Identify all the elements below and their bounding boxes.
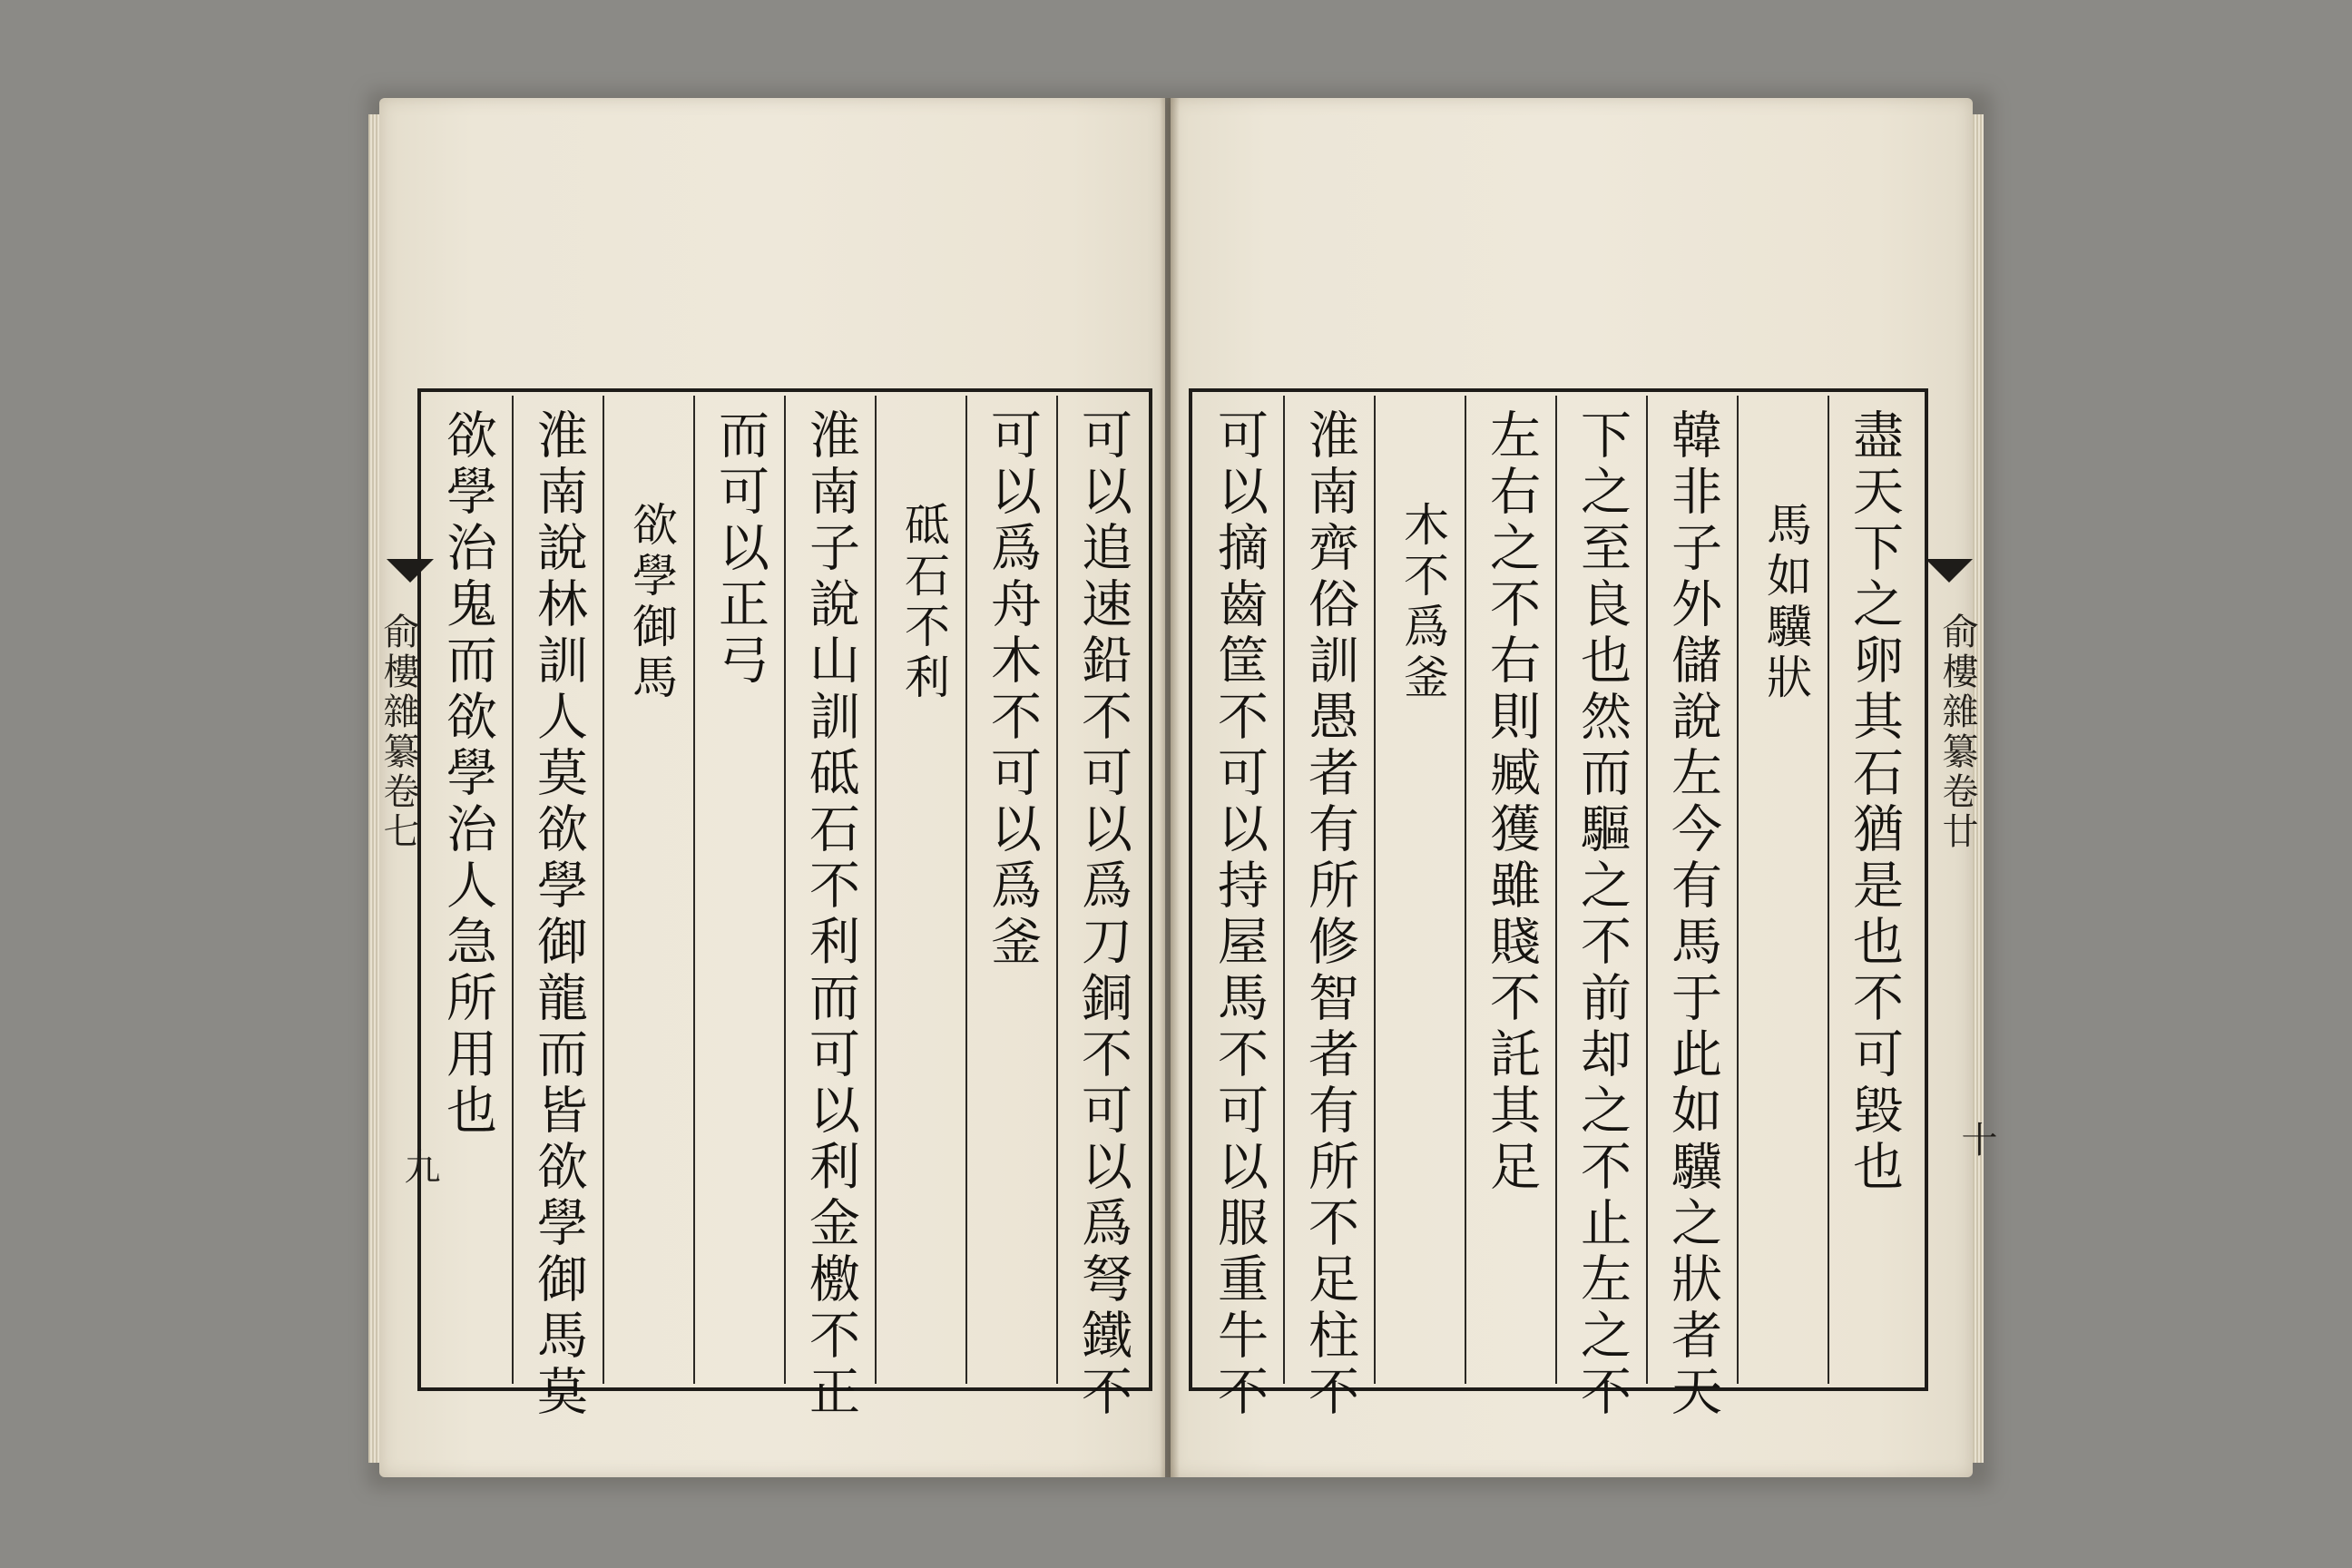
text-column: 盡天下之卵其石猶是也不可毀也: [1845, 408, 1904, 1196]
column-rule: [875, 396, 877, 1384]
column-rule: [1646, 396, 1648, 1384]
column-rule: [693, 396, 695, 1384]
text-column: 而可以正弓: [710, 408, 769, 690]
book-gutter: [1160, 98, 1180, 1477]
column-rule: [784, 396, 786, 1384]
folio-number-right: 十: [1955, 1121, 1997, 1157]
column-rule: [1465, 396, 1466, 1384]
banxin-title-left: 俞樓雜纂卷七: [377, 612, 419, 852]
text-column: 韓非子外儲說左今有馬于此如驥之狀者天: [1663, 408, 1722, 1421]
column-rule: [1828, 396, 1829, 1384]
text-column: 淮南說林訓人莫欲學御龍而皆欲學御馬莫: [529, 408, 588, 1421]
text-column: 淮南子說山訓砥石不利而可以利金檄不正: [801, 408, 860, 1421]
column-rule: [603, 396, 604, 1384]
column-rule: [1056, 396, 1058, 1384]
column-rule: [1737, 396, 1739, 1384]
column-rule: [1555, 396, 1557, 1384]
text-column: 可以追速鉛不可以爲刀銅不可以爲弩鐵不: [1073, 408, 1132, 1421]
banxin-title-right: 俞樓雜纂卷廿: [1936, 612, 1978, 852]
column-rule: [512, 396, 514, 1384]
column-rule: [965, 396, 967, 1384]
text-column: 左右之不右則臧獲雖賤不託其足: [1482, 408, 1541, 1196]
column-rule: [1283, 396, 1285, 1384]
text-column: 下之至良也然而驅之不前却之不止左之不: [1573, 408, 1632, 1421]
entry-heading: 馬如驥狀: [1759, 501, 1812, 704]
entry-heading: 欲學御馬: [625, 501, 678, 704]
text-column: 可以摘齒筐不可以持屋馬不可以服重牛不: [1210, 408, 1269, 1421]
text-column: 欲學治鬼而欲學治人急所用也: [438, 408, 497, 1140]
entry-heading: 砥石不利: [897, 501, 950, 704]
text-frame-left: [417, 388, 1152, 1421]
column-rule: [1374, 396, 1376, 1384]
text-frame-right: [1189, 388, 1928, 1421]
text-column: 淮南齊俗訓愚者有所修智者有所不足柱不: [1300, 408, 1359, 1421]
folio-number-left: 九: [398, 1148, 440, 1184]
text-column: 可以爲舟木不可以爲釜: [983, 408, 1042, 971]
entry-heading: 木不爲釜: [1396, 501, 1449, 704]
